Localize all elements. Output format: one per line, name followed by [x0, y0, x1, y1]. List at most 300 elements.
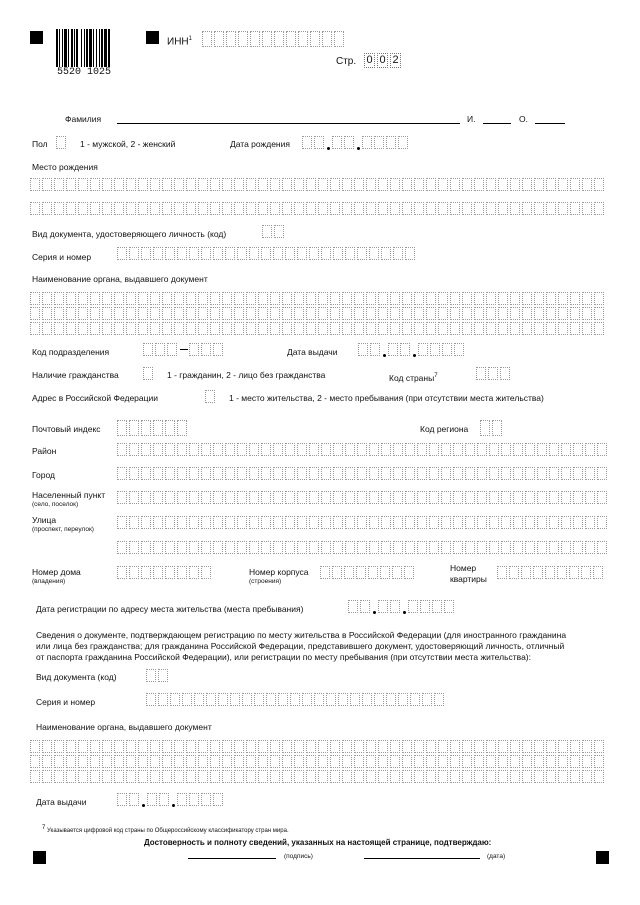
input-cell[interactable]	[573, 516, 583, 529]
input-cell[interactable]	[342, 770, 352, 783]
input-cell[interactable]	[366, 292, 376, 305]
input-cell[interactable]	[366, 755, 376, 768]
input-cell[interactable]	[450, 178, 460, 191]
input-cell[interactable]	[414, 178, 424, 191]
surname-field[interactable]	[117, 123, 460, 124]
input-cell[interactable]	[30, 292, 40, 305]
input-cell[interactable]	[129, 793, 139, 806]
input-cell[interactable]	[318, 755, 328, 768]
input-cell[interactable]	[330, 770, 340, 783]
input-cell[interactable]	[558, 307, 568, 320]
input-cell[interactable]	[114, 292, 124, 305]
input-cell[interactable]	[222, 755, 232, 768]
input-cell[interactable]	[558, 755, 568, 768]
reg-doc-type-cells[interactable]	[146, 669, 170, 684]
input-cell[interactable]	[360, 600, 370, 613]
input-cell[interactable]	[321, 491, 331, 504]
input-cell[interactable]	[453, 491, 463, 504]
input-cell[interactable]	[282, 755, 292, 768]
input-cell[interactable]	[78, 292, 88, 305]
input-cell[interactable]	[129, 491, 139, 504]
input-cell[interactable]	[593, 566, 603, 579]
input-cell[interactable]	[477, 491, 487, 504]
input-cell[interactable]	[309, 467, 319, 480]
input-cell[interactable]	[510, 178, 520, 191]
locality-cells[interactable]	[117, 491, 609, 506]
input-cell[interactable]	[381, 491, 391, 504]
input-cell[interactable]	[286, 31, 296, 47]
input-cell[interactable]	[345, 516, 355, 529]
input-cell[interactable]	[258, 755, 268, 768]
input-cell[interactable]	[158, 693, 168, 706]
input-cell[interactable]	[358, 343, 368, 356]
input-cell[interactable]	[306, 322, 316, 335]
input-cell[interactable]	[273, 516, 283, 529]
input-cell[interactable]	[189, 443, 199, 456]
input-cell[interactable]	[354, 322, 364, 335]
input-cell[interactable]	[429, 516, 439, 529]
input-cell[interactable]	[177, 443, 187, 456]
input-cell[interactable]	[522, 740, 532, 753]
input-cell[interactable]	[174, 755, 184, 768]
input-cell[interactable]	[498, 740, 508, 753]
input-cell[interactable]	[42, 292, 52, 305]
input-cell[interactable]	[510, 755, 520, 768]
input-cell[interactable]	[486, 178, 496, 191]
input-cell[interactable]	[117, 566, 127, 579]
input-cell[interactable]	[249, 491, 259, 504]
input-cell[interactable]	[189, 566, 199, 579]
input-cell[interactable]	[498, 322, 508, 335]
input-cell[interactable]	[126, 307, 136, 320]
input-cell[interactable]	[438, 755, 448, 768]
input-cell[interactable]	[177, 420, 187, 436]
input-cell[interactable]	[534, 740, 544, 753]
input-cell[interactable]	[189, 516, 199, 529]
input-cell[interactable]	[498, 202, 508, 215]
input-cell[interactable]	[342, 740, 352, 753]
input-cell[interactable]	[402, 202, 412, 215]
input-cell[interactable]	[153, 491, 163, 504]
input-cell[interactable]	[261, 491, 271, 504]
input-cell[interactable]	[270, 740, 280, 753]
input-cell[interactable]	[30, 770, 40, 783]
input-cell[interactable]	[402, 740, 412, 753]
input-cell[interactable]	[414, 755, 424, 768]
input-cell[interactable]	[354, 178, 364, 191]
input-cell[interactable]	[378, 292, 388, 305]
input-cell[interactable]	[102, 178, 112, 191]
input-cell[interactable]	[525, 467, 535, 480]
input-cell[interactable]	[167, 343, 177, 356]
input-cell[interactable]	[477, 516, 487, 529]
input-cell[interactable]	[225, 443, 235, 456]
input-cell[interactable]	[369, 467, 379, 480]
input-cell[interactable]	[561, 516, 571, 529]
input-cell[interactable]	[141, 247, 151, 260]
input-cell[interactable]	[201, 566, 211, 579]
input-cell[interactable]	[30, 202, 40, 215]
input-cell[interactable]	[462, 770, 472, 783]
input-cell[interactable]	[162, 202, 172, 215]
input-cell[interactable]	[126, 322, 136, 335]
input-cell[interactable]	[282, 740, 292, 753]
input-cell[interactable]	[366, 178, 376, 191]
input-cell[interactable]	[426, 755, 436, 768]
input-cell[interactable]	[497, 566, 507, 579]
input-cell[interactable]	[282, 202, 292, 215]
input-cell[interactable]	[146, 669, 156, 682]
input-cell[interactable]	[174, 770, 184, 783]
birth-date-cells[interactable]	[302, 136, 410, 151]
input-cell[interactable]	[381, 541, 391, 554]
input-cell[interactable]	[117, 420, 127, 436]
input-cell[interactable]	[342, 307, 352, 320]
input-cell[interactable]	[78, 755, 88, 768]
input-cell[interactable]	[450, 755, 460, 768]
input-cell[interactable]	[246, 740, 256, 753]
input-cell[interactable]	[378, 322, 388, 335]
input-cell[interactable]	[354, 770, 364, 783]
input-cell[interactable]	[390, 202, 400, 215]
reg-issuer-cells-row1[interactable]	[30, 740, 606, 755]
input-cell[interactable]	[290, 693, 300, 706]
input-cell[interactable]	[270, 322, 280, 335]
input-cell[interactable]	[150, 307, 160, 320]
input-cell[interactable]	[345, 467, 355, 480]
input-cell[interactable]	[138, 307, 148, 320]
input-cell[interactable]	[129, 247, 139, 260]
input-cell[interactable]	[594, 307, 604, 320]
input-cell[interactable]	[54, 292, 64, 305]
input-cell[interactable]	[486, 755, 496, 768]
input-cell[interactable]	[486, 307, 496, 320]
input-cell[interactable]	[90, 755, 100, 768]
building-cells[interactable]	[320, 566, 416, 581]
input-cell[interactable]	[310, 31, 320, 47]
input-cell[interactable]	[354, 755, 364, 768]
input-cell[interactable]	[569, 566, 579, 579]
address-type-cell[interactable]	[205, 390, 217, 405]
input-cell[interactable]	[386, 693, 396, 706]
input-cell[interactable]	[321, 443, 331, 456]
input-cell[interactable]	[369, 247, 379, 260]
input-cell[interactable]	[150, 740, 160, 753]
input-cell[interactable]	[438, 178, 448, 191]
input-cell[interactable]	[357, 516, 367, 529]
input-cell[interactable]	[174, 307, 184, 320]
input-cell[interactable]	[318, 740, 328, 753]
input-cell[interactable]	[561, 467, 571, 480]
input-cell[interactable]	[441, 443, 451, 456]
input-cell[interactable]	[585, 541, 595, 554]
input-cell[interactable]	[522, 755, 532, 768]
input-cell[interactable]	[222, 202, 232, 215]
input-cell[interactable]	[150, 178, 160, 191]
input-cell[interactable]	[273, 443, 283, 456]
input-cell[interactable]	[558, 322, 568, 335]
input-cell[interactable]	[78, 178, 88, 191]
input-cell[interactable]	[210, 307, 220, 320]
input-cell[interactable]	[66, 740, 76, 753]
input-cell[interactable]	[165, 566, 175, 579]
input-cell[interactable]	[582, 740, 592, 753]
input-cell[interactable]	[334, 31, 344, 47]
input-cell[interactable]	[306, 178, 316, 191]
input-cell[interactable]	[570, 755, 580, 768]
input-cell[interactable]	[222, 307, 232, 320]
input-cell[interactable]	[54, 770, 64, 783]
input-cell[interactable]	[318, 322, 328, 335]
input-cell[interactable]	[270, 755, 280, 768]
input-cell[interactable]	[522, 770, 532, 783]
input-cell[interactable]	[357, 541, 367, 554]
input-cell[interactable]	[186, 307, 196, 320]
input-cell[interactable]	[78, 202, 88, 215]
input-cell[interactable]	[117, 443, 127, 456]
input-cell[interactable]	[162, 770, 172, 783]
input-cell[interactable]	[594, 740, 604, 753]
input-cell[interactable]	[402, 770, 412, 783]
input-cell[interactable]	[42, 755, 52, 768]
input-cell[interactable]	[366, 770, 376, 783]
input-cell[interactable]	[420, 600, 430, 613]
input-cell[interactable]	[237, 541, 247, 554]
input-cell[interactable]	[174, 740, 184, 753]
input-cell[interactable]	[342, 178, 352, 191]
input-cell[interactable]	[143, 343, 153, 356]
input-cell[interactable]	[489, 516, 499, 529]
input-cell[interactable]	[302, 136, 312, 149]
input-cell[interactable]	[162, 740, 172, 753]
input-cell[interactable]	[378, 600, 388, 613]
input-cell[interactable]	[261, 516, 271, 529]
input-cell[interactable]	[198, 202, 208, 215]
input-cell[interactable]	[426, 307, 436, 320]
input-cell[interactable]	[573, 443, 583, 456]
input-cell[interactable]	[474, 292, 484, 305]
input-cell[interactable]	[558, 178, 568, 191]
input-cell[interactable]	[201, 343, 211, 356]
input-cell[interactable]	[426, 292, 436, 305]
input-cell[interactable]	[90, 740, 100, 753]
input-cell[interactable]	[537, 491, 547, 504]
input-cell[interactable]	[498, 292, 508, 305]
input-cell[interactable]	[380, 566, 390, 579]
input-cell[interactable]	[198, 755, 208, 768]
input-cell[interactable]	[570, 178, 580, 191]
input-cell[interactable]	[249, 541, 259, 554]
input-cell[interactable]	[42, 307, 52, 320]
input-cell[interactable]	[246, 202, 256, 215]
input-cell[interactable]	[294, 292, 304, 305]
input-cell[interactable]	[321, 541, 331, 554]
input-cell[interactable]	[510, 202, 520, 215]
input-cell[interactable]	[522, 292, 532, 305]
input-cell[interactable]	[366, 740, 376, 753]
sex-cell[interactable]	[56, 136, 68, 151]
input-cell[interactable]	[177, 541, 187, 554]
input-cell[interactable]	[594, 755, 604, 768]
input-cell[interactable]	[582, 755, 592, 768]
input-cell[interactable]	[410, 693, 420, 706]
input-cell[interactable]	[570, 322, 580, 335]
input-cell[interactable]	[344, 136, 354, 149]
input-cell[interactable]	[369, 491, 379, 504]
input-cell[interactable]	[201, 793, 211, 806]
input-cell[interactable]	[246, 307, 256, 320]
input-cell[interactable]	[474, 178, 484, 191]
input-cell[interactable]	[465, 491, 475, 504]
input-cell[interactable]	[537, 516, 547, 529]
input-cell[interactable]	[297, 467, 307, 480]
input-cell[interactable]	[213, 491, 223, 504]
input-cell[interactable]	[66, 202, 76, 215]
input-cell[interactable]	[250, 31, 260, 47]
input-cell[interactable]	[454, 343, 464, 356]
input-cell[interactable]	[258, 740, 268, 753]
input-cell[interactable]	[201, 516, 211, 529]
input-cell[interactable]	[261, 443, 271, 456]
input-cell[interactable]	[165, 491, 175, 504]
input-cell[interactable]	[546, 755, 556, 768]
input-cell[interactable]	[30, 307, 40, 320]
input-cell[interactable]	[129, 516, 139, 529]
input-cell[interactable]	[488, 367, 498, 380]
input-cell[interactable]	[162, 292, 172, 305]
input-cell[interactable]	[462, 178, 472, 191]
input-cell[interactable]	[354, 740, 364, 753]
input-cell[interactable]	[153, 420, 163, 436]
country-code-cells[interactable]	[476, 367, 512, 382]
input-cell[interactable]	[177, 516, 187, 529]
input-cell[interactable]	[438, 307, 448, 320]
registration-date-cells[interactable]	[348, 600, 456, 615]
input-cell[interactable]	[309, 247, 319, 260]
street-cells-row1[interactable]	[117, 516, 609, 531]
input-cell[interactable]	[333, 516, 343, 529]
input-cell[interactable]	[222, 770, 232, 783]
input-cell[interactable]	[273, 247, 283, 260]
input-cell[interactable]	[426, 770, 436, 783]
initial-i-field[interactable]	[483, 123, 511, 124]
input-cell[interactable]	[333, 541, 343, 554]
input-cell[interactable]	[314, 136, 324, 149]
input-cell[interactable]	[348, 600, 358, 613]
input-cell[interactable]	[306, 202, 316, 215]
input-cell[interactable]	[521, 566, 531, 579]
input-cell[interactable]	[417, 541, 427, 554]
input-cell[interactable]	[453, 443, 463, 456]
input-cell[interactable]	[202, 31, 212, 47]
input-cell[interactable]	[390, 292, 400, 305]
input-cell[interactable]	[129, 566, 139, 579]
input-cell[interactable]	[492, 420, 502, 436]
input-cell[interactable]	[201, 443, 211, 456]
input-cell[interactable]	[237, 443, 247, 456]
input-cell[interactable]	[234, 292, 244, 305]
input-cell[interactable]	[90, 307, 100, 320]
input-cell[interactable]	[278, 693, 288, 706]
input-cell[interactable]	[150, 755, 160, 768]
input-cell[interactable]	[282, 307, 292, 320]
input-cell[interactable]	[330, 740, 340, 753]
input-cell[interactable]	[390, 178, 400, 191]
input-cell[interactable]	[594, 202, 604, 215]
input-cell[interactable]	[522, 202, 532, 215]
input-cell[interactable]	[513, 541, 523, 554]
input-cell[interactable]	[465, 443, 475, 456]
input-cell[interactable]	[318, 770, 328, 783]
input-cell[interactable]	[426, 740, 436, 753]
input-cell[interactable]	[117, 516, 127, 529]
input-cell[interactable]	[390, 322, 400, 335]
input-cell[interactable]	[297, 541, 307, 554]
input-cell[interactable]	[426, 322, 436, 335]
input-cell[interactable]	[474, 755, 484, 768]
input-cell[interactable]	[102, 292, 112, 305]
input-cell[interactable]	[147, 793, 157, 806]
input-cell[interactable]	[258, 322, 268, 335]
input-cell[interactable]	[438, 202, 448, 215]
input-cell[interactable]	[246, 770, 256, 783]
input-cell[interactable]	[258, 292, 268, 305]
input-cell[interactable]	[249, 516, 259, 529]
input-cell[interactable]	[429, 443, 439, 456]
input-cell[interactable]	[345, 443, 355, 456]
input-cell[interactable]	[561, 491, 571, 504]
input-cell[interactable]	[462, 740, 472, 753]
input-cell[interactable]	[194, 693, 204, 706]
input-cell[interactable]	[234, 322, 244, 335]
inn-cells[interactable]	[202, 31, 346, 46]
input-cell[interactable]	[513, 467, 523, 480]
input-cell[interactable]	[66, 307, 76, 320]
input-cell[interactable]	[117, 467, 127, 480]
input-cell[interactable]	[210, 770, 220, 783]
input-cell[interactable]	[417, 516, 427, 529]
input-cell[interactable]	[174, 202, 184, 215]
input-cell[interactable]	[309, 541, 319, 554]
input-cell[interactable]	[141, 566, 151, 579]
input-cell[interactable]	[189, 247, 199, 260]
input-cell[interactable]	[102, 770, 112, 783]
input-cell[interactable]	[198, 178, 208, 191]
input-cell[interactable]	[114, 322, 124, 335]
input-cell[interactable]	[297, 443, 307, 456]
input-cell[interactable]	[546, 202, 556, 215]
input-cell[interactable]	[141, 443, 151, 456]
input-cell[interactable]	[258, 178, 268, 191]
input-cell[interactable]	[54, 178, 64, 191]
input-cell[interactable]	[402, 322, 412, 335]
input-cell[interactable]	[465, 541, 475, 554]
input-cell[interactable]	[486, 322, 496, 335]
input-cell[interactable]	[357, 247, 367, 260]
input-cell[interactable]	[585, 516, 595, 529]
input-cell[interactable]	[354, 202, 364, 215]
issuer-cells-row3[interactable]	[30, 322, 606, 337]
input-cell[interactable]	[545, 566, 555, 579]
issuer-cells-row1[interactable]	[30, 292, 606, 307]
input-cell[interactable]	[510, 770, 520, 783]
input-cell[interactable]	[189, 541, 199, 554]
input-cell[interactable]	[237, 516, 247, 529]
input-cell[interactable]	[165, 247, 175, 260]
input-cell[interactable]	[390, 740, 400, 753]
input-cell[interactable]	[500, 367, 510, 380]
input-cell[interactable]	[546, 178, 556, 191]
